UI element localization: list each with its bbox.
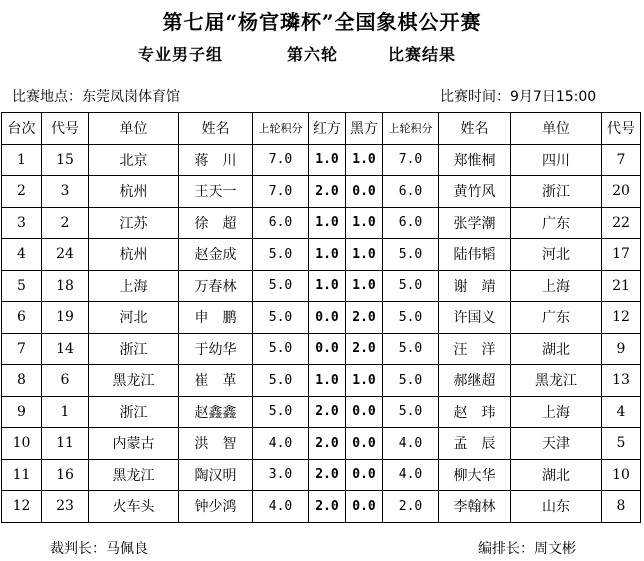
unit-red-cell: 杭州	[89, 176, 179, 208]
unit-red-cell: 浙江	[89, 333, 179, 365]
table-header-row	[2, 113, 641, 145]
points-red-cell: 5.0	[253, 333, 309, 365]
black-score-cell: 1.0	[346, 207, 383, 239]
code-red-cell: 2	[42, 207, 89, 239]
code-red-cell: 24	[42, 239, 89, 271]
name-red-cell: 徐 超	[179, 207, 253, 239]
table-row	[2, 396, 641, 428]
name-red-cell: 赵鑫鑫	[179, 396, 253, 428]
code-red-cell: 3	[42, 176, 89, 208]
table-no-cell: 3	[2, 207, 42, 239]
header-code-red: 代号	[42, 113, 89, 145]
black-score-cell: 1.0	[346, 239, 383, 271]
unit-black-cell: 浙江	[511, 176, 602, 208]
unit-red-cell: 浙江	[89, 396, 179, 428]
name-black-cell: 孟 辰	[439, 428, 511, 460]
red-score-cell: 1.0	[309, 144, 346, 176]
unit-red-cell: 杭州	[89, 239, 179, 271]
name-black-cell: 谢 靖	[439, 270, 511, 302]
header-points-black: 上轮积分	[383, 113, 439, 145]
unit-black-cell: 河北	[511, 239, 602, 271]
code-black-cell: 22	[602, 207, 641, 239]
header-black: 黑方	[346, 113, 383, 145]
name-red-cell: 于幼华	[179, 333, 253, 365]
arranger-text: 编排长：周文彬	[478, 541, 576, 557]
points-black-cell: 5.0	[383, 396, 439, 428]
black-score-cell: 1.0	[346, 365, 383, 397]
black-score-cell: 0.0	[346, 459, 383, 491]
unit-black-cell: 湖北	[511, 459, 602, 491]
name-red-cell: 钟少鸿	[179, 491, 253, 523]
table-row	[2, 270, 641, 302]
red-score-cell: 1.0	[309, 270, 346, 302]
table-no-cell: 9	[2, 396, 42, 428]
code-red-cell: 1	[42, 396, 89, 428]
header-points-red: 上轮积分	[253, 113, 309, 145]
round-label: 第六轮	[287, 45, 339, 64]
table-row	[2, 207, 641, 239]
table-no-cell: 4	[2, 239, 42, 271]
name-black-cell: 郑惟桐	[439, 144, 511, 176]
name-black-cell: 张学潮	[439, 207, 511, 239]
unit-black-cell: 湖北	[511, 333, 602, 365]
code-red-cell: 18	[42, 270, 89, 302]
name-red-cell: 崔 革	[179, 365, 253, 397]
code-red-cell: 23	[42, 491, 89, 523]
unit-red-cell: 江苏	[89, 207, 179, 239]
unit-black-cell: 天津	[511, 428, 602, 460]
header-red: 红方	[309, 113, 346, 145]
red-score-cell: 2.0	[309, 459, 346, 491]
table-no-cell: 1	[2, 144, 42, 176]
table-no-cell: 8	[2, 365, 42, 397]
venue-text: 比赛地点：东莞凤岗体育馆	[12, 89, 180, 105]
unit-red-cell: 黑龙江	[89, 459, 179, 491]
unit-black-cell: 四川	[511, 144, 602, 176]
red-score-cell: 1.0	[309, 239, 346, 271]
points-red-cell: 4.0	[253, 491, 309, 523]
black-score-cell: 0.0	[346, 491, 383, 523]
name-black-cell: 赵 玮	[439, 396, 511, 428]
name-red-cell: 赵金成	[179, 239, 253, 271]
unit-red-cell: 黑龙江	[89, 365, 179, 397]
table-row	[2, 176, 641, 208]
table-no-cell: 11	[2, 459, 42, 491]
points-black-cell: 5.0	[383, 333, 439, 365]
points-red-cell: 7.0	[253, 176, 309, 208]
code-black-cell: 7	[602, 144, 641, 176]
unit-red-cell: 上海	[89, 270, 179, 302]
table-no-cell: 12	[2, 491, 42, 523]
points-red-cell: 5.0	[253, 270, 309, 302]
points-black-cell: 2.0	[383, 491, 439, 523]
header-unit-red: 单位	[89, 113, 179, 145]
name-black-cell: 黄竹风	[439, 176, 511, 208]
points-black-cell: 5.0	[383, 239, 439, 271]
code-red-cell: 16	[42, 459, 89, 491]
table-no-cell: 10	[2, 428, 42, 460]
black-score-cell: 0.0	[346, 396, 383, 428]
points-red-cell: 3.0	[253, 459, 309, 491]
black-score-cell: 1.0	[346, 144, 383, 176]
red-score-cell: 2.0	[309, 396, 346, 428]
table-row	[2, 365, 641, 397]
table-row	[2, 239, 641, 271]
points-black-cell: 6.0	[383, 176, 439, 208]
unit-red-cell: 内蒙古	[89, 428, 179, 460]
header-unit-black: 单位	[511, 113, 602, 145]
table-no-cell: 2	[2, 176, 42, 208]
points-black-cell: 5.0	[383, 302, 439, 334]
code-red-cell: 19	[42, 302, 89, 334]
unit-black-cell: 广东	[511, 302, 602, 334]
header-name-red: 姓名	[179, 113, 253, 145]
unit-black-cell: 黑龙江	[511, 365, 602, 397]
header-table-no: 台次	[2, 113, 42, 145]
red-score-cell: 0.0	[309, 333, 346, 365]
table-row	[2, 491, 641, 523]
points-red-cell: 4.0	[253, 428, 309, 460]
red-score-cell: 2.0	[309, 176, 346, 208]
subtitle	[0, 42, 644, 66]
code-black-cell: 8	[602, 491, 641, 523]
black-score-cell: 0.0	[346, 428, 383, 460]
points-red-cell: 6.0	[253, 207, 309, 239]
red-score-cell: 0.0	[309, 302, 346, 334]
name-red-cell: 蒋 川	[179, 144, 253, 176]
code-black-cell: 13	[602, 365, 641, 397]
result-label: 比赛结果	[388, 45, 457, 64]
page-title: 第七届“杨官璘杯”全国象棋公开赛	[162, 10, 482, 34]
code-red-cell: 14	[42, 333, 89, 365]
code-red-cell: 11	[42, 428, 89, 460]
header-code-black: 代号	[602, 113, 641, 145]
unit-red-cell: 河北	[89, 302, 179, 334]
points-black-cell: 5.0	[383, 270, 439, 302]
black-score-cell: 1.0	[346, 270, 383, 302]
code-black-cell: 21	[602, 270, 641, 302]
points-red-cell: 7.0	[253, 144, 309, 176]
unit-red-cell: 北京	[89, 144, 179, 176]
table-row	[2, 333, 641, 365]
red-score-cell: 2.0	[309, 428, 346, 460]
table-row	[2, 428, 641, 460]
black-score-cell: 2.0	[346, 333, 383, 365]
group-label: 专业男子组	[138, 45, 224, 64]
points-black-cell: 7.0	[383, 144, 439, 176]
name-red-cell: 洪 智	[179, 428, 253, 460]
code-black-cell: 4	[602, 396, 641, 428]
points-black-cell: 5.0	[383, 365, 439, 397]
table-row	[2, 459, 641, 491]
name-red-cell: 王天一	[179, 176, 253, 208]
name-black-cell: 李翰林	[439, 491, 511, 523]
table-no-cell: 6	[2, 302, 42, 334]
code-black-cell: 17	[602, 239, 641, 271]
points-black-cell: 6.0	[383, 207, 439, 239]
code-red-cell: 6	[42, 365, 89, 397]
name-black-cell: 汪 洋	[439, 333, 511, 365]
points-red-cell: 5.0	[253, 396, 309, 428]
red-score-cell: 2.0	[309, 491, 346, 523]
time-text: 比赛时间：9月7日15:00	[440, 89, 597, 105]
name-black-cell: 柳大华	[439, 459, 511, 491]
name-red-cell: 陶汉明	[179, 459, 253, 491]
code-red-cell: 15	[42, 144, 89, 176]
code-black-cell: 20	[602, 176, 641, 208]
header-name-black: 姓名	[439, 113, 511, 145]
table-row	[2, 302, 641, 334]
unit-black-cell: 广东	[511, 207, 602, 239]
points-red-cell: 5.0	[253, 239, 309, 271]
name-black-cell: 许国义	[439, 302, 511, 334]
points-red-cell: 5.0	[253, 365, 309, 397]
table-no-cell: 5	[2, 270, 42, 302]
black-score-cell: 0.0	[346, 176, 383, 208]
black-score-cell: 2.0	[346, 302, 383, 334]
unit-black-cell: 上海	[511, 270, 602, 302]
points-red-cell: 5.0	[253, 302, 309, 334]
unit-black-cell: 上海	[511, 396, 602, 428]
code-black-cell: 9	[602, 333, 641, 365]
code-black-cell: 12	[602, 302, 641, 334]
results-table	[1, 112, 641, 523]
red-score-cell: 1.0	[309, 207, 346, 239]
name-red-cell: 申 鹏	[179, 302, 253, 334]
table-no-cell: 7	[2, 333, 42, 365]
unit-black-cell: 山东	[511, 491, 602, 523]
code-black-cell: 5	[602, 428, 641, 460]
points-black-cell: 4.0	[383, 428, 439, 460]
name-red-cell: 万春林	[179, 270, 253, 302]
name-black-cell: 陆伟韬	[439, 239, 511, 271]
unit-red-cell: 火车头	[89, 491, 179, 523]
code-black-cell: 10	[602, 459, 641, 491]
red-score-cell: 1.0	[309, 365, 346, 397]
table-row	[2, 144, 641, 176]
name-black-cell: 郝继超	[439, 365, 511, 397]
referee-text: 裁判长：马佩良	[50, 541, 148, 557]
points-black-cell: 4.0	[383, 459, 439, 491]
